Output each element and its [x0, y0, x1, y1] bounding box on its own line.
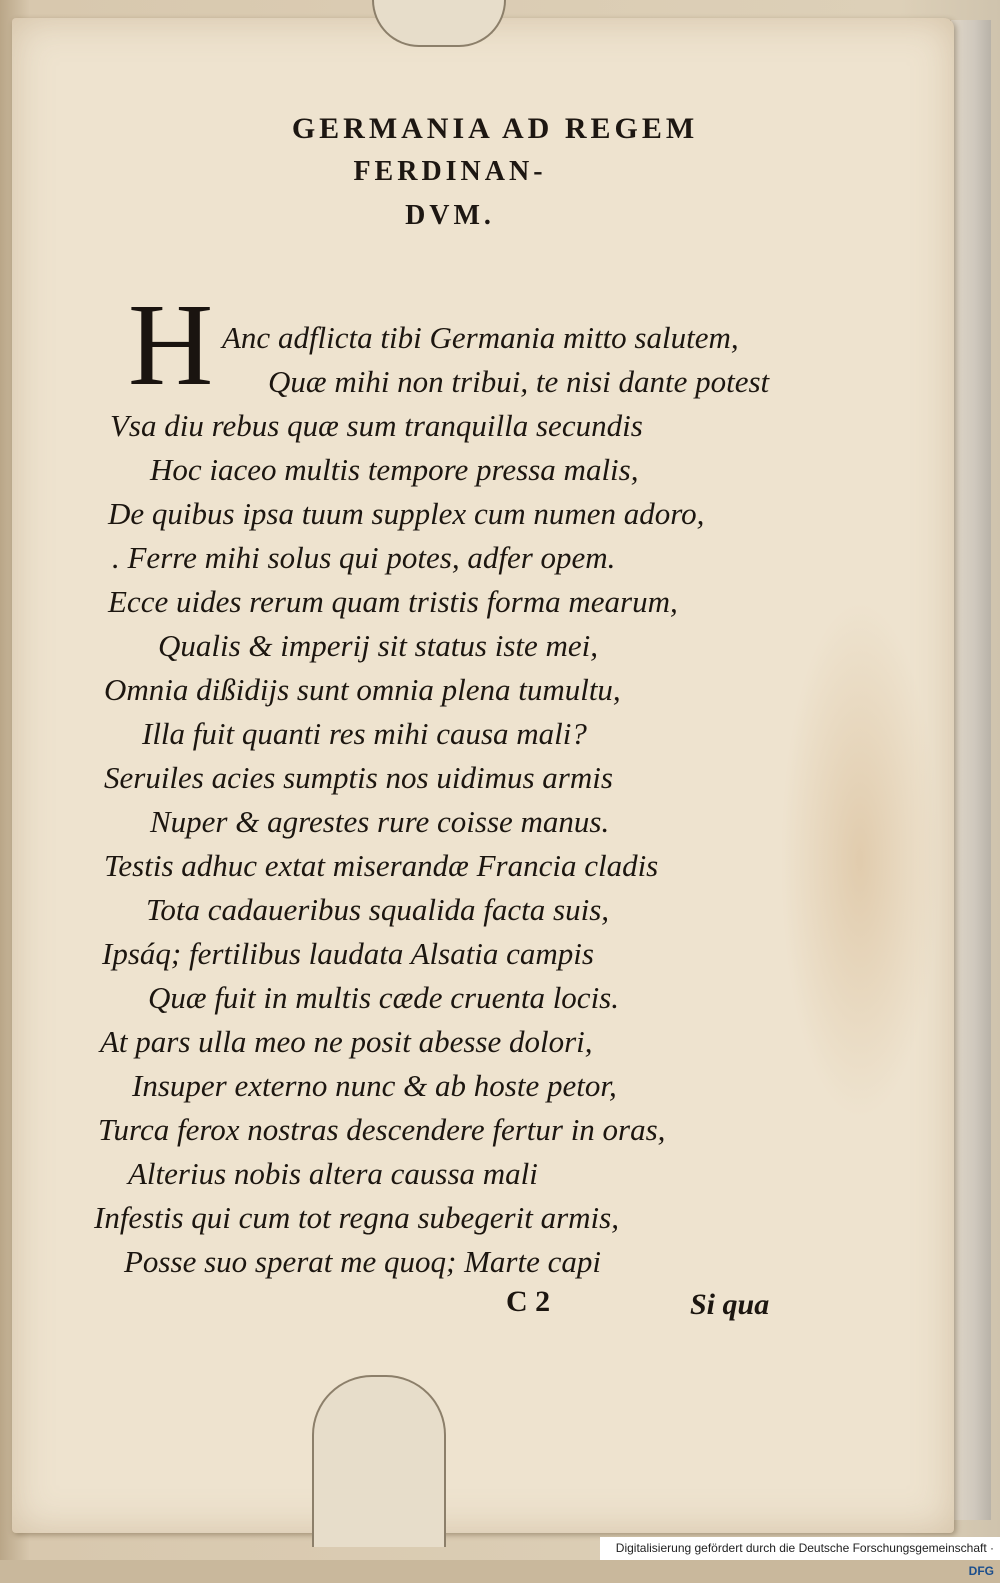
dfg-logo: DFG — [968, 1564, 994, 1578]
footer-text: Digitalisierung gefördert durch die Deutsche Forschungsgemeinschaft · — [615, 1541, 994, 1555]
digitization-footer — [600, 1537, 1000, 1578]
verse-line-16: Quæ fuit in multis cæde cruenta locis. — [148, 980, 619, 1015]
title-line-3: DVM. — [405, 200, 495, 231]
signature-mark: C 2 — [506, 1285, 551, 1318]
verse-line-4: Hoc iaceo multis tempore pressa malis, — [150, 452, 639, 487]
catchword: Si qua — [690, 1288, 770, 1321]
verse-line-19: Turca ferox nostras descendere fertur in oras, — [98, 1112, 666, 1147]
verse-line-18: Insuper externo nunc & ab hoste petor, — [132, 1068, 617, 1103]
verse-line-17: At pars ulla meo ne posit abesse dolori, — [100, 1024, 593, 1059]
verse-line-15: Ipsáq; fertilibus laudata Alsatia campis — [102, 936, 594, 971]
verse-line-20: Alterius nobis altera caussa mali — [128, 1156, 538, 1191]
verse-line-22: Posse suo sperat me quoq; Marte capi — [124, 1244, 601, 1279]
title-line-1: GERMANIA AD REGEM — [291, 112, 699, 145]
holder-tab-bottom — [312, 1375, 446, 1547]
verse-line-3: Vsa diu rebus quæ sum tranquilla secundis — [110, 408, 643, 443]
verse-line-21: Infestis qui cum tot regna subegerit armis, — [94, 1200, 619, 1235]
verse-line-11: Seruiles acies sumptis nos uidimus armis — [104, 760, 613, 795]
drop-initial: H — [128, 279, 214, 410]
verse-line-13: Testis adhuc extat miserandæ Francia cladis — [104, 848, 659, 883]
verse-line-2: Quæ mihi non tribui, te nisi dante potest — [268, 364, 770, 399]
verse-line-1: Anc adflicta tibi Germania mitto salutem, — [222, 320, 739, 355]
paper-stain — [780, 600, 940, 1120]
verse-line-10: Illa fuit quanti res mihi causa mali? — [142, 716, 587, 751]
verse-line-9: Omnia dißidijs sunt omnia plena tumultu, — [104, 672, 621, 707]
verse-line-6: . Ferre mihi solus qui potes, adfer opem. — [112, 540, 616, 575]
page-edge-stack — [950, 20, 991, 1520]
verse-line-12: Nuper & agrestes rure coisse manus. — [150, 804, 610, 839]
title-line-2: FERDINAN- — [353, 156, 547, 187]
verse-line-7: Ecce uides rerum quam tristis forma mearum, — [108, 584, 678, 619]
verse-line-5: De quibus ipsa tuum supplex cum numen adoro, — [108, 496, 705, 531]
verse-line-14: Tota cadaueribus squalida facta suis, — [146, 892, 610, 927]
verse-line-8: Qualis & imperij sit status iste mei, — [158, 628, 599, 663]
